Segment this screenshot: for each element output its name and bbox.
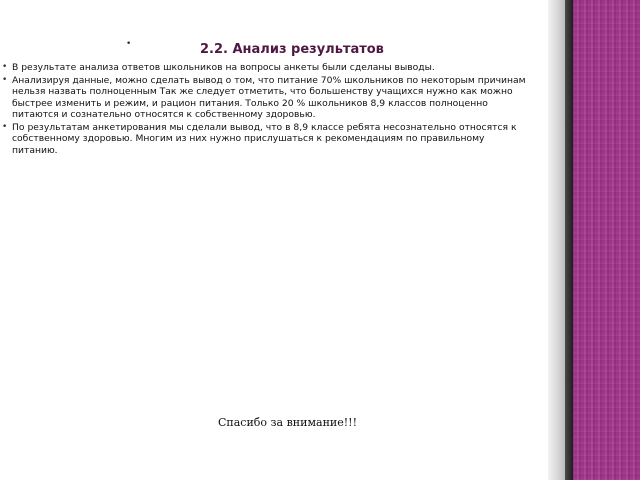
paragraph-text: Анализируя данные, можно сделать вывод о том, что питание 70% школьников по некоторым причинам нельзя назвать полноценным Так же следует отметить, что большенству учащихся нужно как можно быстрее изменить и режим, и рацион питания. Только 20 % школьников 8,9 классов полноценно питаются и сознательно относятся к собственному здоровью. [12,74,526,120]
side-band-texture [573,0,640,480]
slide-title: 2.2. Анализ результатов [200,42,384,57]
paragraph-text: В результате анализа ответов школьников на вопросы анкеты были сделаны выводы. [12,62,435,73]
list-item [0,75,532,121]
title-bullet-icon: • [126,39,132,49]
bullet-icon: • [2,121,8,132]
bullet-icon: • [2,62,8,72]
closing-text: Спасибо за внимание!!! [218,416,357,429]
bullet-icon: • [2,74,8,85]
list-item [0,122,532,157]
body-list [0,62,545,157]
side-band-divider [565,0,573,480]
paragraph-text: По результатам анкетирования мы сделали вывод, что в 8,9 классе ребята несознательно относятся к собственному здоровью. Многим из них нужно прислушаться к рекомендациям по правильному питанию. [12,121,517,156]
list-item [0,62,482,74]
